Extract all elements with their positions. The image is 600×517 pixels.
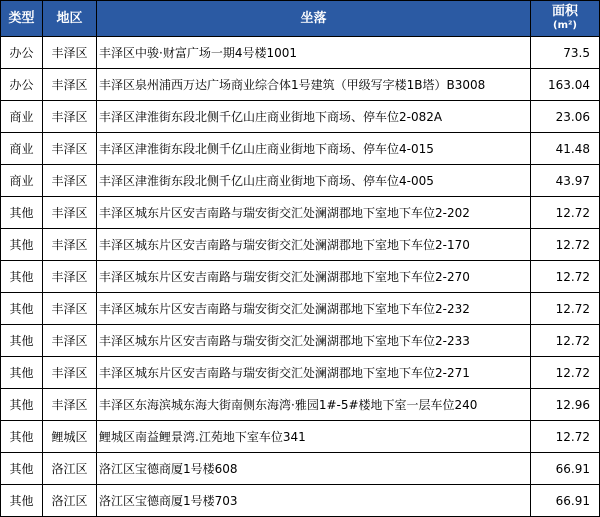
cell-district: 丰泽区 <box>43 37 97 69</box>
table-row <box>1 261 600 293</box>
cell-area: 23.06 <box>531 101 600 133</box>
cell-district: 洛江区 <box>43 485 97 517</box>
cell-type: 其他 <box>1 293 43 325</box>
cell-area: 12.96 <box>531 389 600 421</box>
cell-district: 丰泽区 <box>43 165 97 197</box>
cell-district: 丰泽区 <box>43 261 97 293</box>
cell-type: 其他 <box>1 197 43 229</box>
cell-location: 丰泽区城东片区安吉南路与瑞安街交汇处澜湖郡地下室地下车位2-170 <box>97 229 531 261</box>
cell-type: 办公 <box>1 37 43 69</box>
cell-type: 其他 <box>1 261 43 293</box>
cell-type: 商业 <box>1 101 43 133</box>
cell-area: 73.5 <box>531 37 600 69</box>
header-district: 地区 <box>43 1 97 37</box>
cell-type: 其他 <box>1 229 43 261</box>
cell-location: 丰泽区中骏·财富广场一期4号楼1001 <box>97 37 531 69</box>
cell-location: 丰泽区东海滨城东海大街南侧东海湾·雅园1#-5#楼地下室一层车位240 <box>97 389 531 421</box>
cell-district: 丰泽区 <box>43 69 97 101</box>
cell-area: 12.72 <box>531 421 600 453</box>
table-row <box>1 293 600 325</box>
cell-type: 其他 <box>1 421 43 453</box>
cell-type: 其他 <box>1 325 43 357</box>
header-area-label: 面积 <box>551 3 578 19</box>
table-header-row <box>1 1 600 37</box>
header-type: 类型 <box>1 1 43 37</box>
cell-location: 丰泽区城东片区安吉南路与瑞安街交汇处澜湖郡地下室地下车位2-233 <box>97 325 531 357</box>
cell-type: 其他 <box>1 485 43 517</box>
cell-district: 丰泽区 <box>43 229 97 261</box>
cell-district: 丰泽区 <box>43 293 97 325</box>
cell-district: 丰泽区 <box>43 133 97 165</box>
cell-district: 丰泽区 <box>43 357 97 389</box>
cell-location: 丰泽区城东片区安吉南路与瑞安街交汇处澜湖郡地下室地下车位2-271 <box>97 357 531 389</box>
cell-type: 办公 <box>1 69 43 101</box>
cell-area: 66.91 <box>531 485 600 517</box>
cell-district: 丰泽区 <box>43 101 97 133</box>
cell-location: 丰泽区津淮街东段北侧千亿山庄商业街地下商场、停车位2-082A <box>97 101 531 133</box>
table-row <box>1 357 600 389</box>
cell-location: 丰泽区津淮街东段北侧千亿山庄商业街地下商场、停车位4-005 <box>97 165 531 197</box>
cell-type: 其他 <box>1 453 43 485</box>
cell-area: 12.72 <box>531 197 600 229</box>
cell-type: 商业 <box>1 133 43 165</box>
cell-type: 其他 <box>1 357 43 389</box>
table-row <box>1 133 600 165</box>
cell-area: 12.72 <box>531 293 600 325</box>
cell-area: 12.72 <box>531 261 600 293</box>
table-row <box>1 197 600 229</box>
cell-location: 丰泽区泉州浦西万达广场商业综合体1号建筑（甲级写字楼1B塔）B3008 <box>97 69 531 101</box>
cell-district: 丰泽区 <box>43 325 97 357</box>
header-location: 坐落 <box>97 1 531 37</box>
cell-district: 洛江区 <box>43 453 97 485</box>
table-row <box>1 325 600 357</box>
cell-area: 12.72 <box>531 229 600 261</box>
cell-area: 66.91 <box>531 453 600 485</box>
cell-area: 163.04 <box>531 69 600 101</box>
cell-area: 12.72 <box>531 325 600 357</box>
cell-location: 鲤城区南益鲤景湾.江苑地下室车位341 <box>97 421 531 453</box>
table-row <box>1 453 600 485</box>
cell-location: 丰泽区城东片区安吉南路与瑞安街交汇处澜湖郡地下室地下车位2-270 <box>97 261 531 293</box>
cell-location: 洛江区宝德商厦1号楼608 <box>97 453 531 485</box>
table-row <box>1 37 600 69</box>
cell-location: 洛江区宝德商厦1号楼703 <box>97 485 531 517</box>
table-row <box>1 69 600 101</box>
cell-district: 丰泽区 <box>43 389 97 421</box>
table-row <box>1 421 600 453</box>
table-row <box>1 389 600 421</box>
table-row <box>1 165 600 197</box>
cell-location: 丰泽区城东片区安吉南路与瑞安街交汇处澜湖郡地下室地下车位2-202 <box>97 197 531 229</box>
table-row <box>1 229 600 261</box>
header-area-unit: (m²) <box>553 19 577 31</box>
cell-type: 其他 <box>1 389 43 421</box>
cell-location: 丰泽区津淮街东段北侧千亿山庄商业街地下商场、停车位4-015 <box>97 133 531 165</box>
table-row <box>1 101 600 133</box>
cell-type: 商业 <box>1 165 43 197</box>
cell-area: 43.97 <box>531 165 600 197</box>
cell-area: 12.72 <box>531 357 600 389</box>
header-area <box>531 1 600 37</box>
cell-area: 41.48 <box>531 133 600 165</box>
cell-district: 鲤城区 <box>43 421 97 453</box>
cell-district: 丰泽区 <box>43 197 97 229</box>
cell-location: 丰泽区城东片区安吉南路与瑞安街交汇处澜湖郡地下室地下车位2-232 <box>97 293 531 325</box>
